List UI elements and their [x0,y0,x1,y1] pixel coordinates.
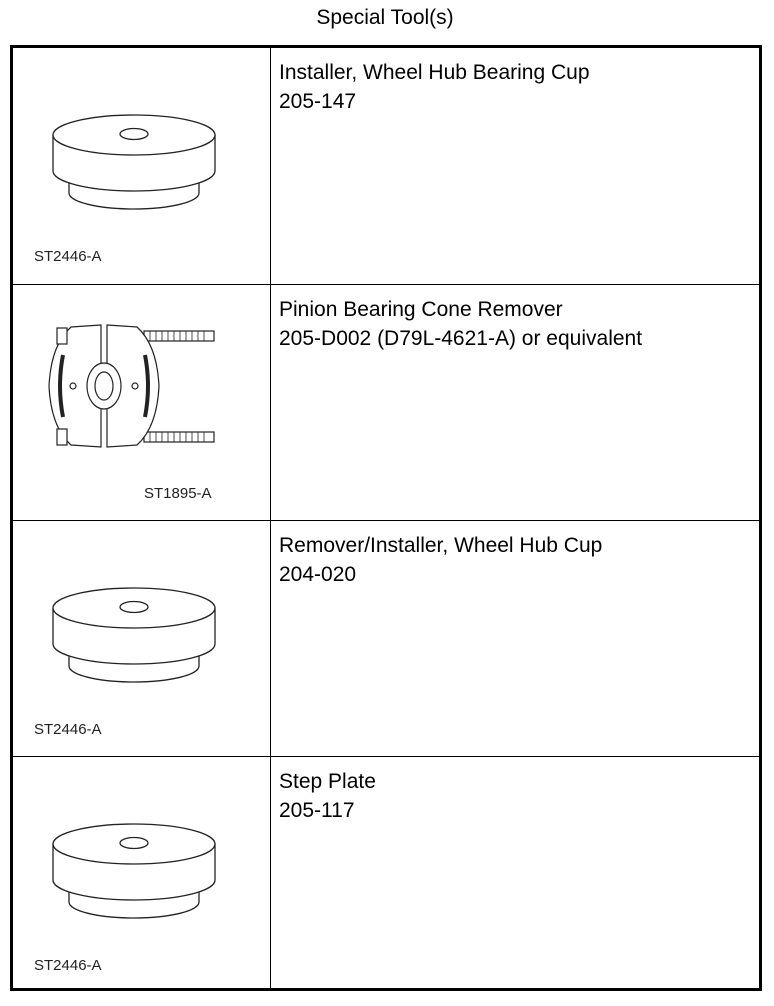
tool-number: 205-117 [279,799,355,822]
tool-illustration-cell [13,521,271,756]
step-plate-icon [13,757,271,989]
tool-number: 204-020 [279,563,357,586]
tool-number: 205-D002 (D79L-4621-A) or equivalent [279,327,643,350]
special-tools-table [10,45,762,991]
tool-row [13,520,759,756]
bearing-separator-icon [13,285,271,521]
tool-row [13,756,759,988]
tool-description-cell [271,285,759,520]
tool-illustration-cell [13,757,271,988]
page-title: Special Tool(s) [316,6,454,29]
figure-code: ST2446-A [34,957,102,974]
tool-number: 205-147 [279,90,357,113]
tool-name: Remover/Installer, Wheel Hub Cup [279,534,603,557]
tool-illustration-cell [13,285,271,520]
tool-description-cell [271,521,759,756]
figure-code: ST1895-A [144,485,212,502]
figure-code: ST2446-A [34,248,102,265]
tool-row [13,48,759,284]
tool-name: Step Plate [279,770,376,793]
tool-description-cell [271,757,759,988]
figure-code: ST2446-A [34,721,102,738]
tool-row [13,284,759,520]
tool-illustration-cell [13,48,271,284]
tool-name: Installer, Wheel Hub Bearing Cup [279,61,590,84]
tool-name: Pinion Bearing Cone Remover [279,298,563,321]
tool-description-cell [271,48,759,284]
